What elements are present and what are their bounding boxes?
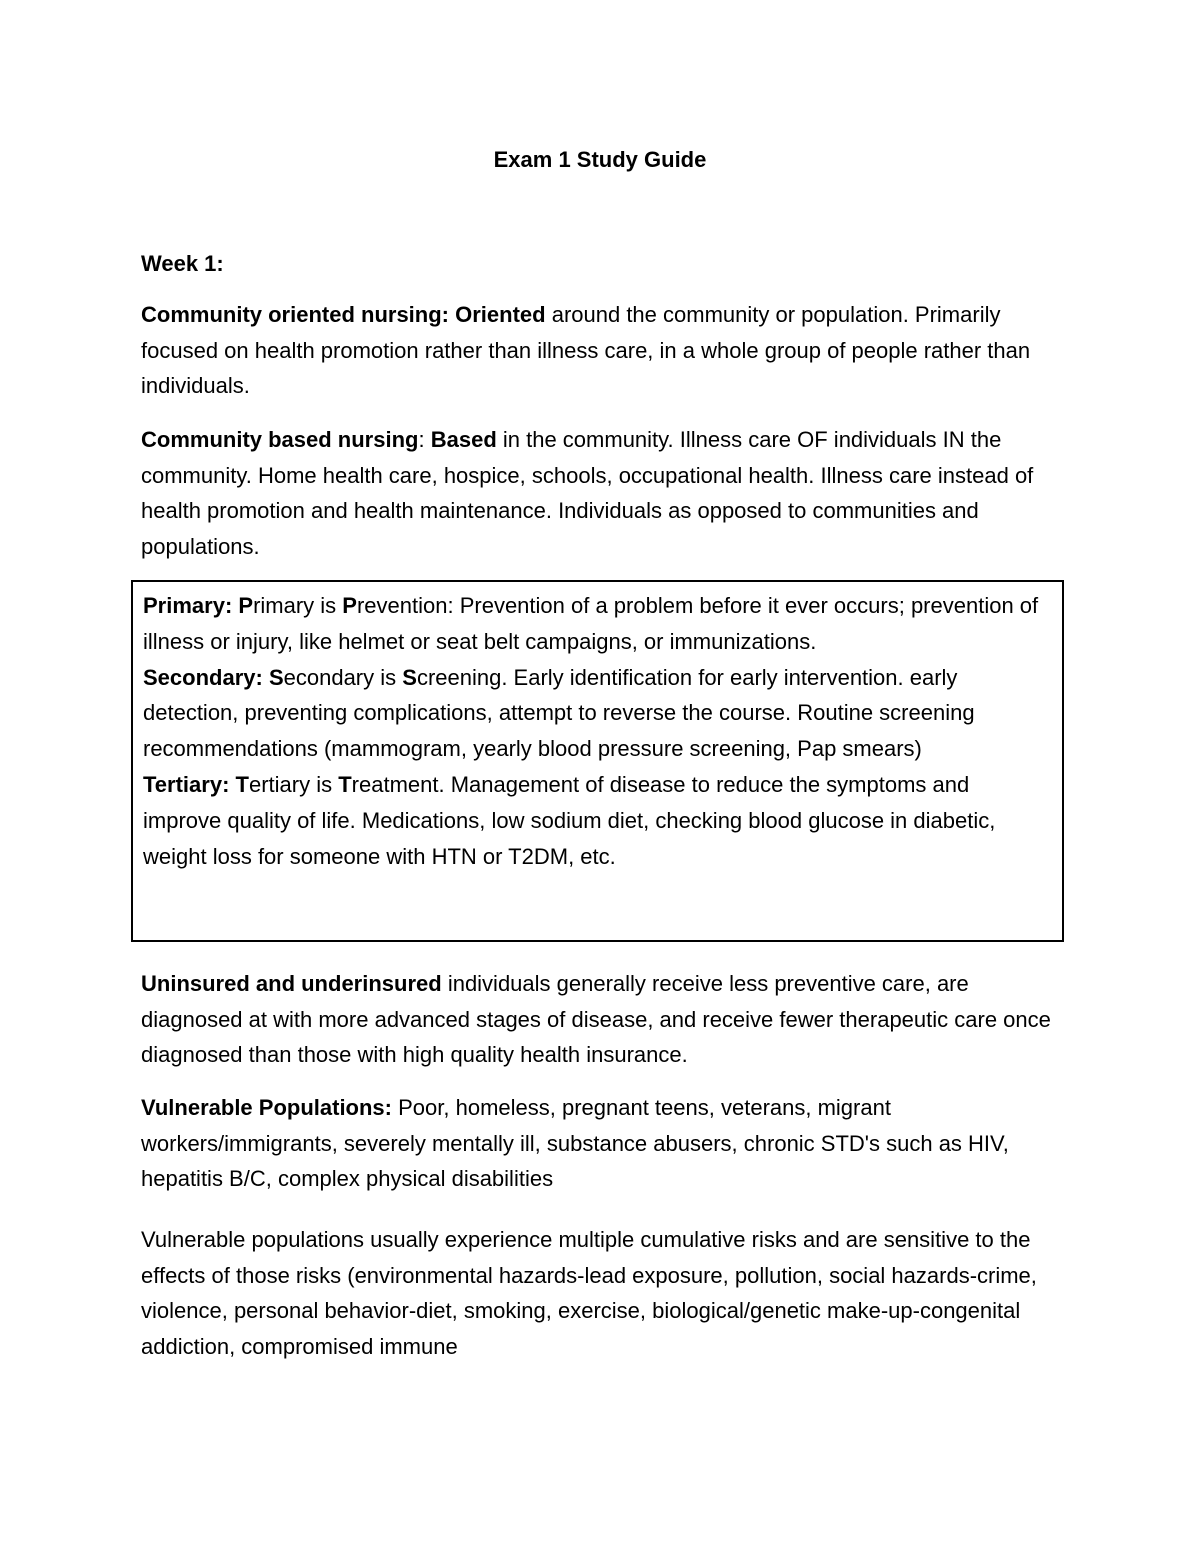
- tertiary-prevention: [143, 767, 1052, 874]
- prevention-levels-box: [131, 580, 1064, 942]
- secondary-initial-1: S: [262, 664, 284, 690]
- secondary-prevention: [143, 660, 1052, 767]
- paragraph-uninsured: [141, 966, 1066, 1073]
- uninsured-text: individuals generally receive less preventive care, are diagnosed at with more advanced stages of disease, and receive fewer therapeutic care once diagnosed than those with high quality health insurance.: [141, 971, 1051, 1067]
- paragraph-vulnerable-risks: Vulnerable populations usually experience multiple cumulative risks and are sensitive to the effects of those risks (environmental hazards-lead exposure, pollution, social hazards-crime, violence, personal behavior-diet, smoking, exercise, biological/genetic make-up-congenital addiction, compromised immune: [141, 1227, 1037, 1359]
- community-oriented-text: around the community or population. Primarily focused on health promotion rather than illness care, in a whole group of people rather than individuals.: [141, 302, 1031, 398]
- tertiary-initial-1: T: [229, 771, 249, 797]
- tertiary-label: Tertiary:: [143, 771, 230, 797]
- term-community-based: Community based nursing: [141, 427, 419, 452]
- paragraph-vulnerable-populations: [141, 1090, 1066, 1197]
- primary-initial-2: P: [342, 593, 357, 618]
- primary-text: revention: Prevention of a problem before it ever occurs; prevention of illness or injury, like helmet or seat belt campaigns, or immunizations.: [143, 593, 1039, 654]
- primary-initial-1: P: [232, 593, 254, 618]
- secondary-initial-2: S: [402, 664, 417, 690]
- community-based-colon: :: [418, 427, 431, 452]
- term-uninsured: Uninsured and underinsured: [141, 971, 442, 996]
- paragraph-community-based: [141, 422, 1066, 564]
- paragraph-community-oriented: [141, 297, 1066, 404]
- secondary-text: creening. Early identification for early intervention. early detection, preventing complications, attempt to reverse the course. Routine screening recommendations (mammogram, yearly blood pressure screening, Pap smears): [143, 664, 975, 762]
- primary-label: Primary:: [143, 593, 233, 618]
- community-based-text: in the community. Illness care OF individuals IN the community. Home health care, hospice, schools, occupational health. Illness care instead of health promotion and health maintenance. Individuals as opposed to communities and populations.: [141, 427, 1034, 559]
- tertiary-text: reatment. Management of disease to reduce the symptoms and improve quality of life. Medications, low sodium diet, checking blood glucose in diabetic, weight loss for someone with HTN or T2DM, etc.: [143, 771, 996, 869]
- primary-mid: rimary is: [253, 593, 343, 618]
- primary-prevention: [143, 588, 1052, 660]
- page-title: Exam 1 Study Guide: [493, 147, 707, 172]
- tertiary-initial-2: T: [338, 771, 352, 797]
- tertiary-mid: ertiary is: [248, 771, 339, 797]
- term-vulnerable-populations: Vulnerable Populations:: [141, 1095, 392, 1120]
- lead-oriented: Oriented: [455, 302, 546, 327]
- week-heading: Week 1:: [141, 251, 224, 276]
- lead-based: Based: [430, 427, 497, 452]
- vulnerable-populations-text: Poor, homeless, pregnant teens, veterans, migrant workers/immigrants, severely mentally ill, substance abusers, chronic STD's such as HIV, hepatitis B/C, complex physical disabilities: [141, 1095, 1009, 1191]
- term-community-oriented: Community oriented nursing:: [141, 302, 449, 327]
- secondary-mid: econdary is: [283, 664, 403, 690]
- secondary-label: Secondary:: [143, 664, 263, 690]
